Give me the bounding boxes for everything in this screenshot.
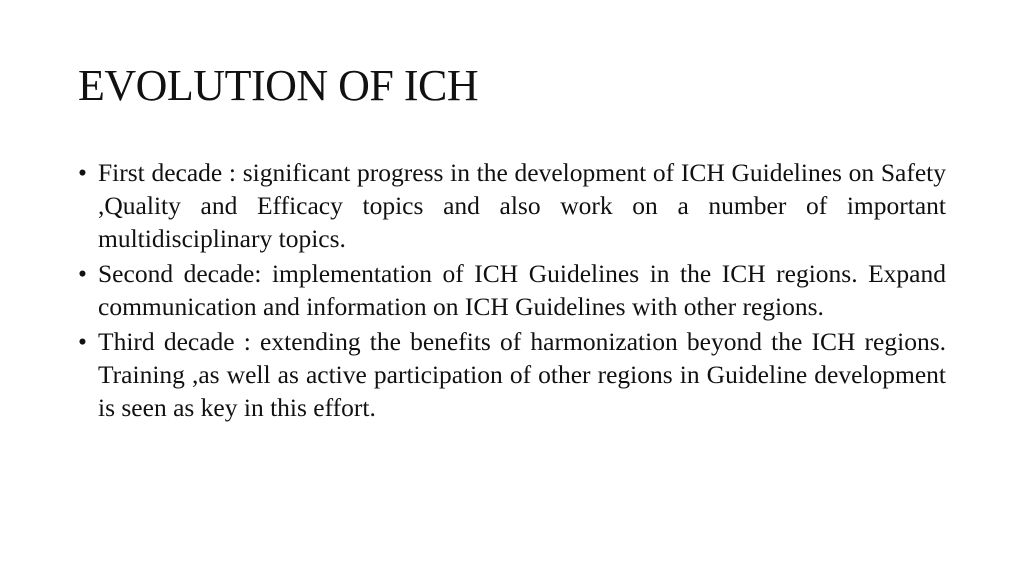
bullet-marker: •	[78, 327, 87, 356]
list-item-text: First decade : significant progress in the development of ICH Guidelines on Safety ,Quality and Efficacy topics and also work on a number of important multidisciplinary topics.	[98, 158, 946, 253]
list-item	[78, 257, 946, 323]
bullet-marker: •	[78, 158, 87, 187]
list-item-text: Second decade: implementation of ICH Guidelines in the ICH regions. Expand communication and information on ICH Guidelines with other regions.	[98, 259, 946, 321]
bullet-marker: •	[78, 259, 87, 288]
page-title: EVOLUTION OF ICH	[78, 61, 479, 110]
list-item	[78, 325, 946, 424]
list-item	[78, 156, 946, 255]
list-item-text: Third decade : extending the benefits of harmonization beyond the ICH regions. Training ,as well as active participation of other regions in Guideline development is seen as key in this effort.	[98, 327, 946, 422]
bullet-list	[78, 156, 946, 426]
